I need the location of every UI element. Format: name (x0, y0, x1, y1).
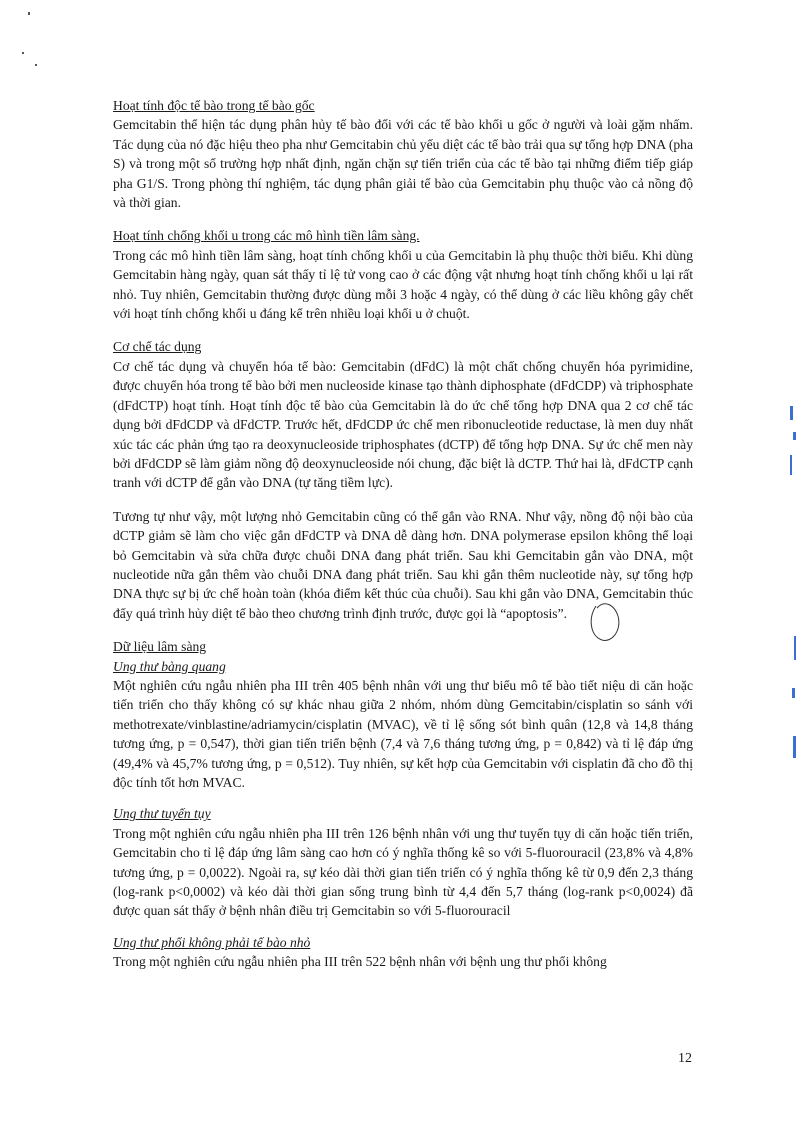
section-heading: Hoạt tính chống khối u trong các mô hình tiền lâm sàng. (113, 228, 420, 244)
section-paragraph: Gemcitabin thể hiện tác dụng phân hủy tế bào đối với các tế bào khối u gốc ở người và loài gặm nhấm. Tác dụng của nó đặc hiệu theo pha như Gemcitabin chủ yếu diệt các tế bào trải qua sự tổng hợp DNA (pha S) và trong một số trường hợp nhất định, ngăn chặn sự tiến triển của các tế bào tại những điểm tiếp giáp pha G1/S. Trong phòng thí nghiệm, tác dụng phân giải tế bào của Gemcitabin phụ thuộc vào cả nồng độ và thời gian. (113, 117, 693, 211)
section-preclinical-antitumor (113, 226, 693, 323)
section-paragraph: Tương tự như vậy, một lượng nhỏ Gemcitabin cũng có thể gắn vào RNA. Như vậy, nồng độ nội bào của dCTP giảm sẽ làm cho việc gắn dFdCTP và DNA dễ dàng hơn. DNA polymerase epsilon không thể loại bỏ Gemcitabin và sửa chữa được chuỗi DNA đang phát triển. Sau khi Gemcitabin gắn vào DNA, một nucleotide nữa gắn thêm vào chuỗi DNA đang phát triển. Sau khi gắn thêm nucleotide này, sự tổng hợp DNA thực sự bị ức chế hoàn toàn (khóa điểm kết thúc của chuỗi). Sau khi gắn vào DNA, Gemcitabin thúc đẩy quá trình hủy diệt tế bào theo chương trình định trước, được gọi là “apoptosis”. (113, 508, 693, 621)
section-heading: Dữ liệu lâm sàng (113, 639, 207, 655)
subsection-bladder-cancer (113, 657, 693, 793)
subsection-title: Ung thư tuyến tụy (113, 806, 211, 822)
subsection-paragraph: Trong một nghiên cứu ngẫu nhiên pha III trên 522 bệnh nhân với bệnh ung thư phổi không (113, 954, 607, 970)
subsection-paragraph: Một nghiên cứu ngẫu nhiên pha III trên 405 bệnh nhân với ung thư biểu mô tế bào tiết niệu di căn hoặc tiến triển cho thấy không có sự khác nhau giữa 2 nhóm, nhóm dùng Gemcitabin/cisplatin so sánh với methotrexate/vinblastine/adriamycin/cisplatin (MVAC), về tỉ lệ sống sót bình quân (12,8 và 14,8 tháng tương ứng, p = 0,547), thời gian tiến triển bệnh (7,4 và 7,6 tháng tương ứng, p = 0,842) và tỉ lệ đáp ứng (49,4% và 45,7% tương ứng, p = 0,512). Tuy nhiên, sự kết hợp của Gemcitabin với cisplatin đã cho đồ thị độc tính tốt hơn MVAC. (113, 677, 693, 790)
section-paragraph: Cơ chế tác dụng và chuyển hóa tế bào: Gemcitabin (dFdC) là một chất chống chuyển hóa pyrimidine, được chuyển hóa trong tế bào bởi men nucleoside kinase tạo thành diphosphate (dFdCDP) và triphosphate (dFdCTP) hoạt tính. Hoạt tính độc tế bào của Gemcitabin là do ức chế tổng hợp DNA qua 2 cơ chế tác dụng bởi dFdCDP và dFdCTP. Trước hết, dFdCDP ức chế men ribonucleotide reductase, là men duy nhất xúc tác các phản ứng tạo ra deoxynucleoside triphosphates (dCTP) để tổng hợp DNA. Sự ức chế men này bởi dFdCDP sẽ làm giảm nồng độ deoxynucleoside nói chung, đặc biệt là dCTP. Thứ hai là, dFdCTP cạnh tranh với dCTP để gắn vào DNA (tự tăng tiềm lực). (113, 358, 693, 491)
subsection-title: Ung thư phổi không phải tế bào nhỏ (113, 934, 311, 950)
section-heading: Cơ chế tác dụng (113, 339, 202, 355)
subsection-title: Ung thư bàng quang (113, 658, 226, 674)
document-page (113, 96, 693, 986)
section-mechanism (113, 337, 693, 623)
subsection-nsclc (113, 933, 693, 972)
section-paragraph: Trong các mô hình tiền lâm sàng, hoạt tính chống khối u của Gemcitabin là phụ thuộc thời biểu. Khi dùng Gemcitabin hàng ngày, quan sát thấy tỉ lệ tử vong cao ở các động vật nhưng hoạt tính chống khối u lại rất nhỏ. Tuy nhiên, Gemcitabin thường được dùng mỗi 3 hoặc 4 ngày, có thể dùng ở các liều không gây chết với hoạt tính chống khối u đáng kể trên nhiều loại khối u ở chuột. (113, 247, 693, 322)
section-cytotoxic-activity (113, 96, 693, 212)
section-heading: Hoạt tính độc tế bào trong tế bào gốc (113, 98, 315, 113)
subsection-pancreatic-cancer (113, 804, 693, 920)
corner-specks (22, 12, 37, 66)
page-number: 12 (678, 1051, 692, 1066)
subsection-paragraph: Trong một nghiên cứu ngẫu nhiên pha III trên 126 bệnh nhân với ung thư tuyến tụy di căn hoặc tiến triển, Gemcitabin cho tỉ lệ đáp ứng lâm sàng cao hơn có ý nghĩa thống kê so với 5-fluorouracil (23,8% và 4,8% tương ứng, p = 0,0022). Ngoài ra, sự kéo dài thời gian tiến triển có ý nghĩa thống kê từ 0,9 đến 2,3 tháng (log-rank p<0,0002) và kéo dài thời gian sống trung bình từ 4,4 đến 5,7 tháng (log-rank p<0,0024) đã được quan sát thấy ở bệnh nhân điều trị Gemcitabin so với 5-fluorouracil (113, 825, 693, 919)
section-clinical-data (113, 637, 693, 972)
margin-marks (790, 406, 796, 758)
